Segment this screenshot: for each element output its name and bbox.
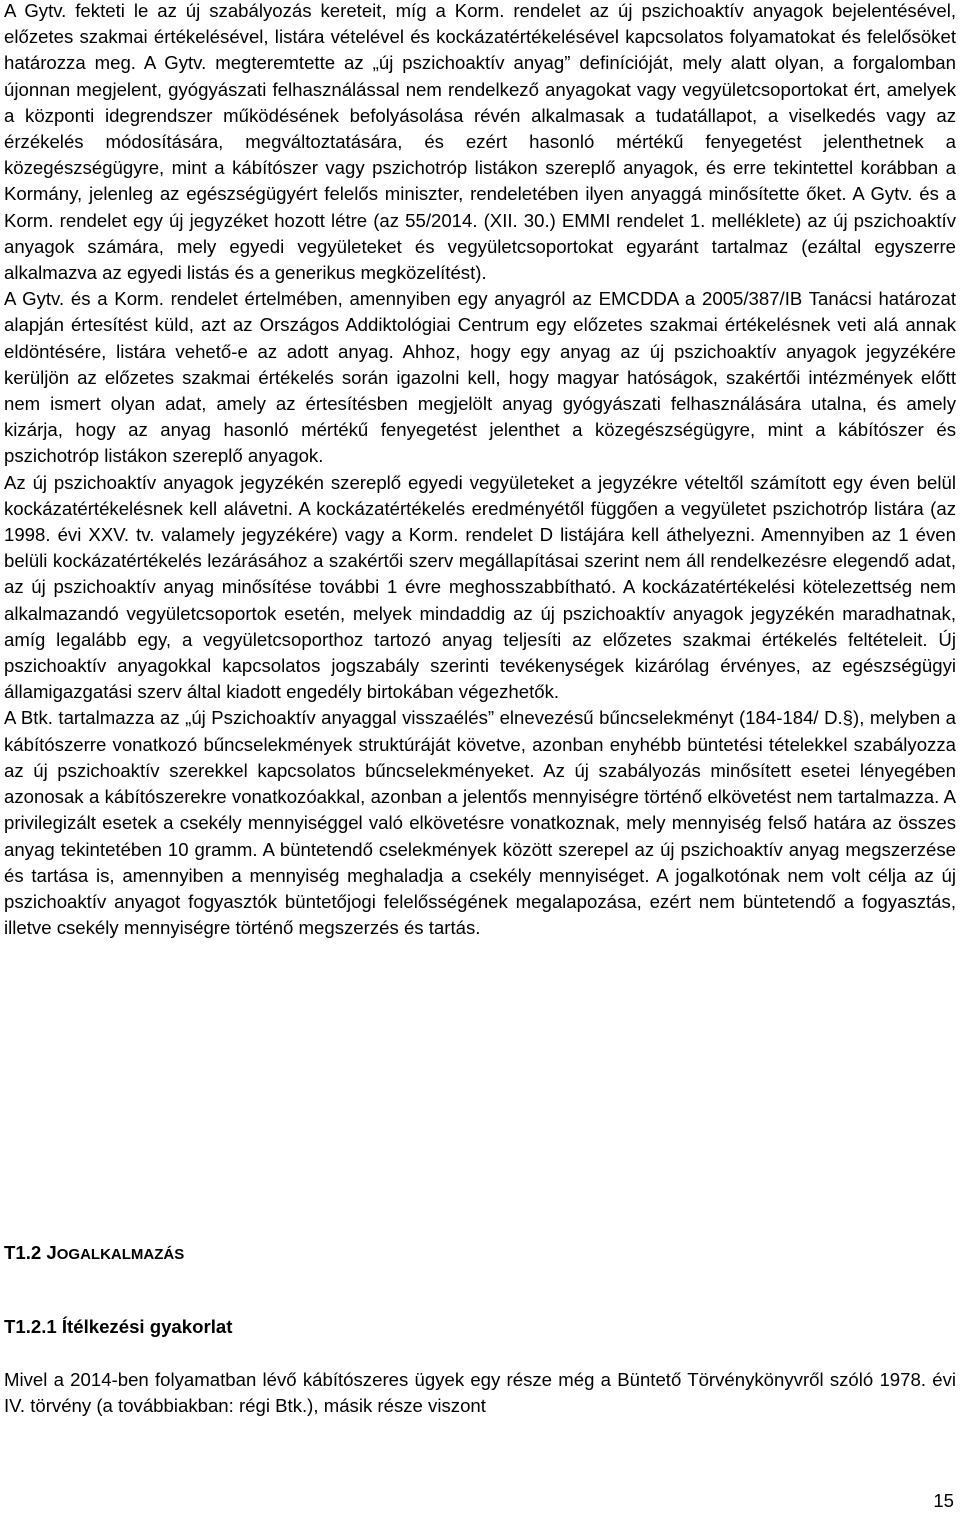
paragraph-btk-crime: A Btk. tartalmazza az „új Pszichoaktív anyaggal visszaélés” elnevezésű bűncselekményt (184-184/ D.§), melyben a kábítószerre vonatkozó bűncselekmények struktúráját követve, azonban enyhébb büntetési tételekkel szabályozza az új pszichoaktív szerekkel kapcsolatos bűncselekményeket. Az új szabályozás minősített esetei lényegében azonosak a kábítószerekre vonatkozóakkal, azonban a jelentős mennyiségre történő elkövetést nem tartalmazza. A privilegizált esetek a csekély mennyiséggel való elkövetésre vonatkoznak, mely mennyiség felső határa az összes anyag tekintetében 10 gramm. A büntetendő cselekmények között szerepel az új pszichoaktív anyag megszerzése és tartása is, amennyiben a mennyiség meghaladja a csekély mennyiséget. A jogalkotónak nem volt célja az új pszichoaktív anyagot fogyasztók büntetőjogi felelősségének megalapozása, ezért nem büntetendő a fogyasztás, illetve csekély mennyiségre történő megszerzés és tartás. <box>4 707 956 939</box>
section-heading-jogalkalmazas <box>4 1240 184 1268</box>
section-number: T1.2 <box>4 1242 42 1263</box>
paragraph-mivel: Mivel a 2014-ben folyamatban lévő kábítószeres ügyek egy része még a Büntető Törvénykönyvről szóló 1978. évi IV. törvény (a továbbiakban: régi Btk.), másik része viszont <box>4 1369 956 1417</box>
paragraph-risk-assessment: Az új pszichoaktív anyagok jegyzékén szereplő egyedi vegyületeket a jegyzékre vételtől számított egy éven belül kockázatértékelésnek kell alávetni. A kockázatértékelés eredményétől függően a vegyületet pszichotróp listára (az 1998. évi XXV. tv. valamely jegyzékére) vagy a Korm. rendelet D listájára kell áthelyezni. Amennyiben az 1 éven belüli kockázatértékelés lezárásához a szakértői szerv megállapításai szerint nem áll rendelkezésre elegendő adat, az új pszichoaktív anyag minősítése további 1 évre meghosszabbítható. A kockázatértékelési kötelezettség nem alkalmazandó vegyületcsoportok esetén, melyek mindaddig az új pszichoaktív anyagok jegyzékén maradhatnak, amíg legalább egy, a vegyületcsoporthoz tartozó anyag teljesíti az előzetes szakmai értékelés feltételeit. Új pszichoaktív anyagokkal kapcsolatos jogszabály szerinti tevékenységek kizárólag érvényes, az egészségügyi államigazgatási szerv által kiadott engedély birtokában végezhetők. <box>4 471 956 703</box>
page-number: 15 <box>933 1490 954 1511</box>
subsection-heading-itelkezesi-gyakorlat: T1.2.1 Ítélkezési gyakorlat <box>4 1316 233 1337</box>
paragraph-emcdda-assessment: A Gytv. és a Korm. rendelet értelmében, amennyiben egy anyagról az EMCDDA a 2005/387/IB Tanácsi határozat alapján értesítést küld, azt az Országos Addiktológiai Centrum egy előzetes szakmai értékelésnek veti alá annak eldöntésére, listára vehető-e az adott anyag. Ahhoz, hogy egy anyag az új pszichoaktív anyagok jegyzékére kerüljön az előzetes szakmai értékelés során igazolni kell, hogy magyar hatóságok, szakértői intézmények előtt nem ismert olyan adat, amely az értesítésben megjelölt anyag gyógyászati felhasználására utalna, és amely kizárja, hogy az anyag hasonló mértékű fenyegetést jelenthet a közegészségügyre, mint a kábítószer és pszichotróp listákon szereplő anyagok. <box>4 288 956 467</box>
document-page <box>4 0 956 1417</box>
paragraph-gytv-framework: A Gytv. fekteti le az új szabályozás kereteit, míg a Korm. rendelet az új pszichoaktív anyagok bejelentésével, előzetes szakmai értékelésével, listára vételével és kockázatértékelésével kapcsolatos folyamatokat és felelősöket határozza meg. A Gytv. megteremtette az „új pszichoaktív anyag” definícióját, mely alatt olyan, a forgalomban újonnan megjelent, gyógyászati felhasználással nem rendelkező anyagokat vagy vegyületcsoportokat ért, amelyek a központi idegrendszer működésének befolyásolása révén alkalmasak a tudatállapot, a viselkedés vagy az érzékelés módosítására, megváltoztatására, és ezért hasonló mértékű fenyegetést jelenthetnek a közegészségügyre, mint a kábítószer vagy pszichotróp listákon szereplő anyagok, és erre tekintettel korábban a Kormány, jelenleg az egészségügyért felelős miniszter, rendeletében ilyen anyaggá minősítette őket. A Gytv. és a Korm. rendelet egy új jegyzéket hozott létre (az 55/2014. (XII. 30.) EMMI rendelet 1. melléklete) az új pszichoaktív anyagok számára, mely egyedi vegyületeket és vegyületcsoportokat egyaránt tartalmaz (ezáltal egyszerre alkalmazva az egyedi listás és a generikus megközelítést). <box>4 0 956 284</box>
section-title: JOGALKALMAZÁS <box>46 1242 185 1263</box>
